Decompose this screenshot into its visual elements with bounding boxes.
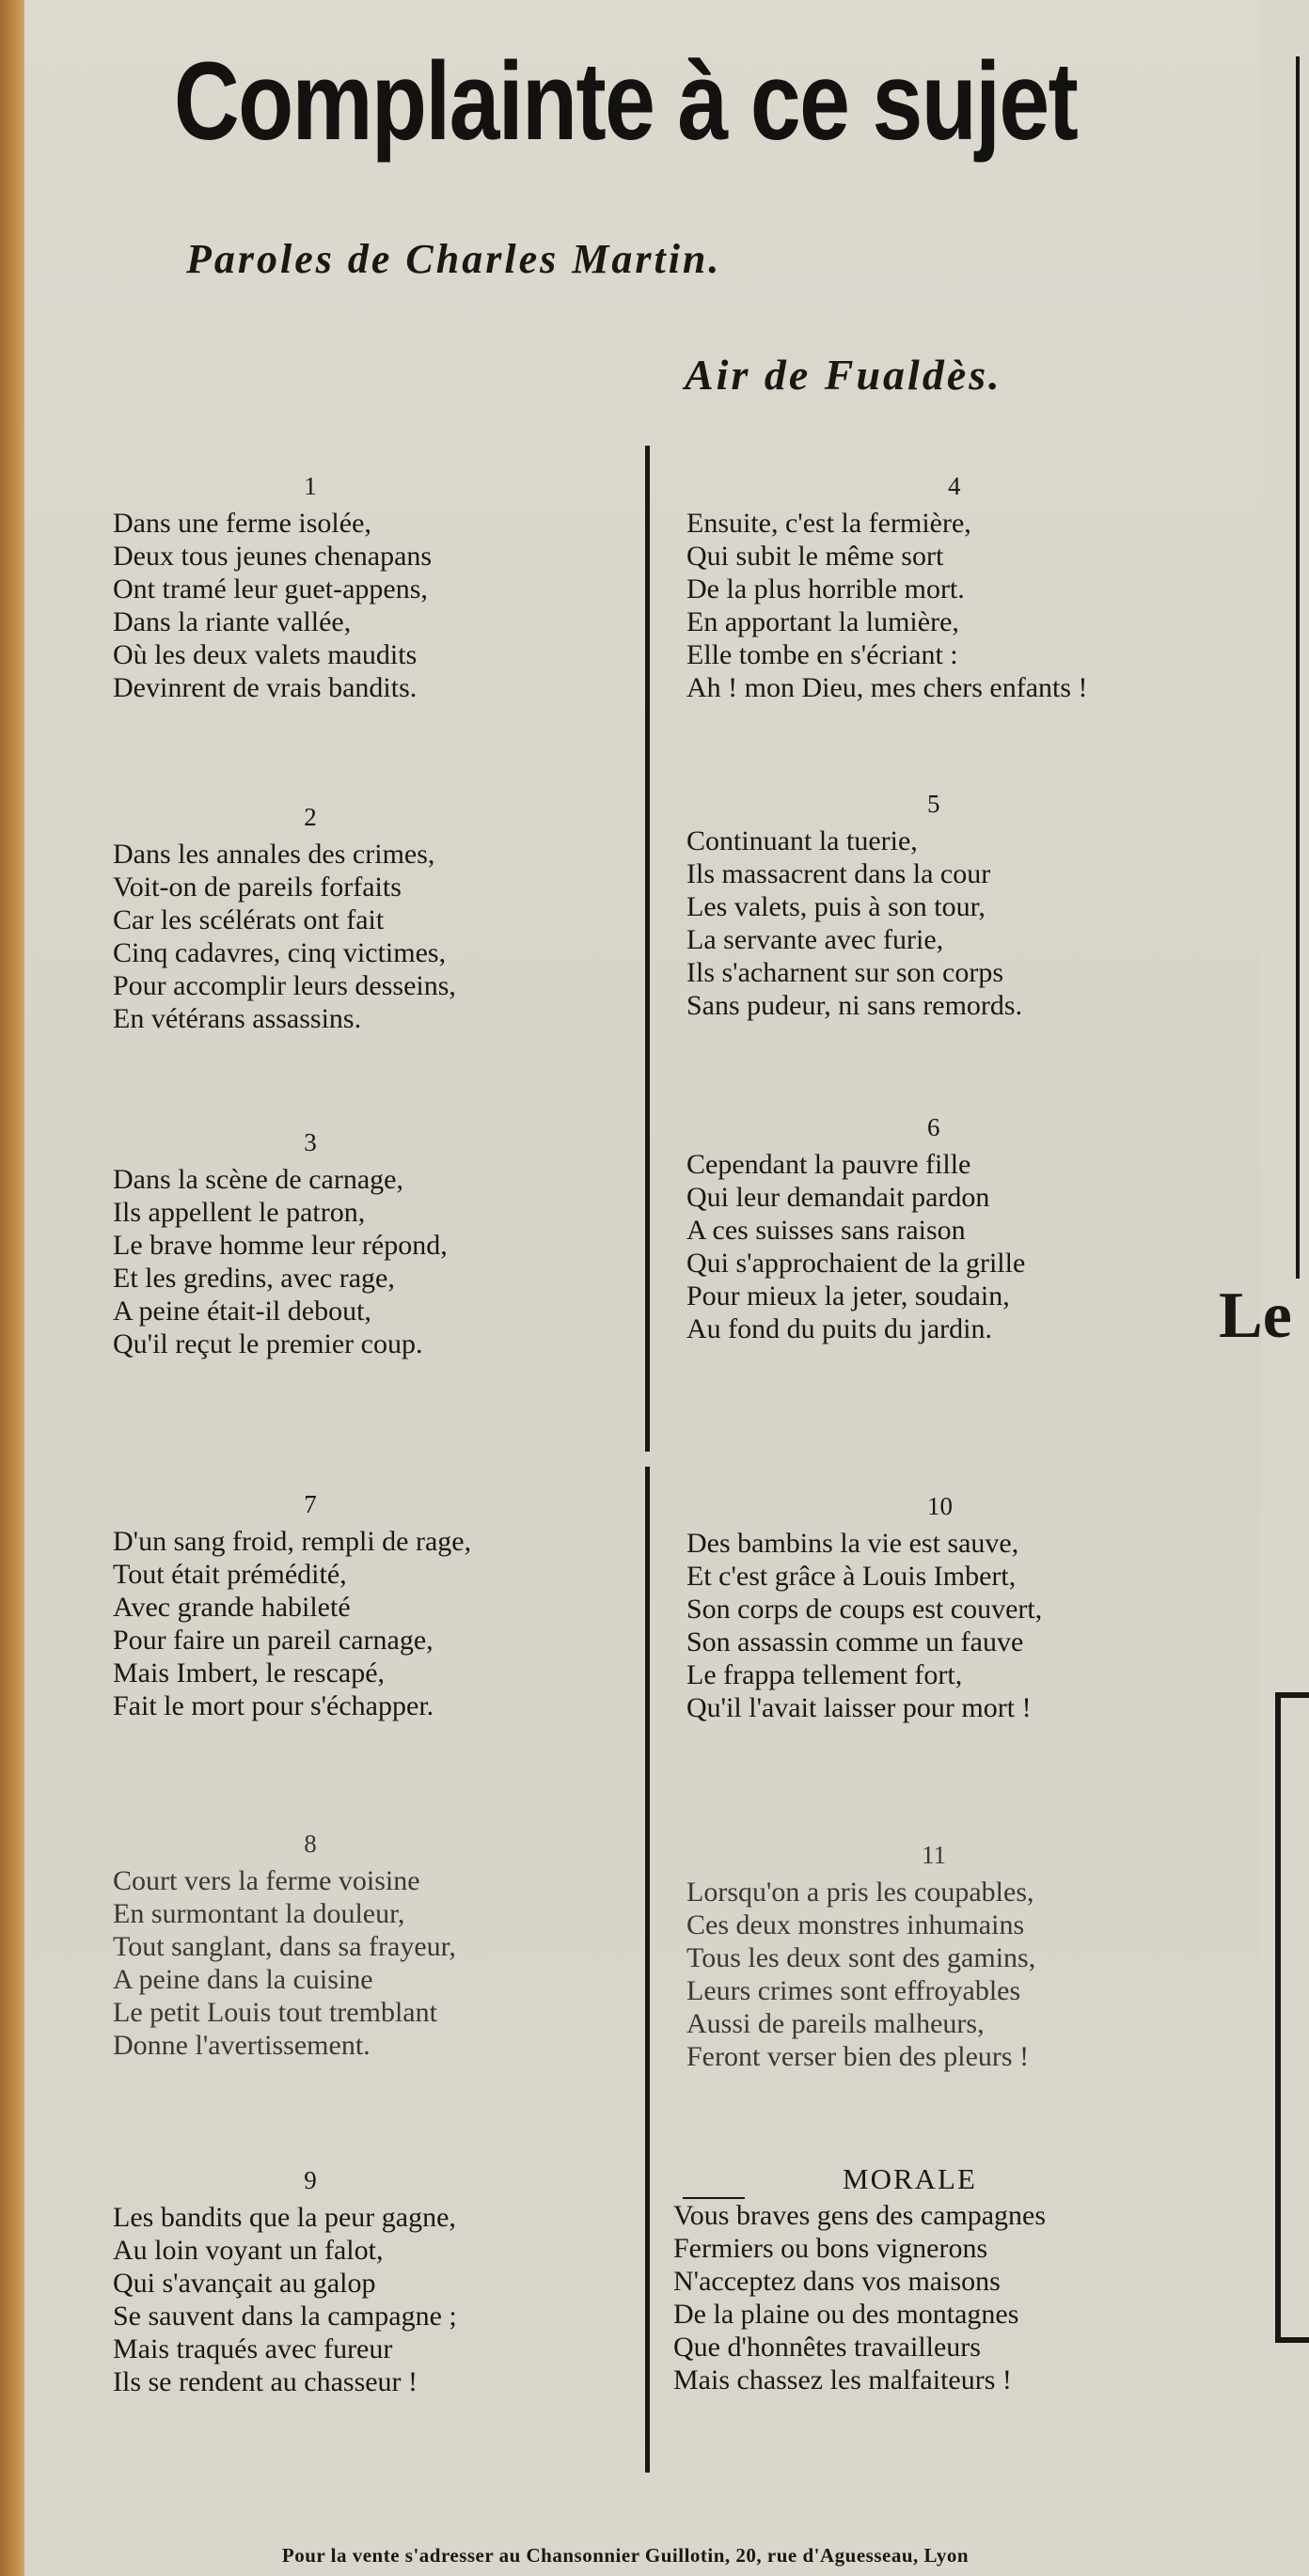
tune-name: Air de Fualdès. <box>685 351 1002 399</box>
stanza <box>686 1839 1213 2073</box>
stanza-number: 1 <box>304 472 317 500</box>
stanza <box>686 788 1213 1022</box>
verse-line: N'acceptez dans vos maisons <box>673 2266 1001 2297</box>
lyrics-credit: Paroles de Charles Martin. <box>186 236 722 282</box>
verse-line: Le brave homme leur répond, <box>113 1230 448 1261</box>
verse-line: Lorsqu'on a pris les coupables, <box>686 1877 1034 1908</box>
verse-line: De la plus horrible mort. <box>686 573 965 605</box>
verse-line: A peine dans la cuisine <box>113 1964 373 1995</box>
verse-line: Aussi de pareils malheurs, <box>686 2008 985 2039</box>
stanza <box>113 1828 508 2062</box>
stanza-number: 6 <box>927 1113 940 1141</box>
adjacent-page-text: Le <box>1219 1280 1292 1352</box>
verse-line: Leurs crimes sont effroyables <box>686 1975 1021 2006</box>
verse-line: A ces suisses sans raison <box>686 1215 966 1246</box>
verse-line: Cinq cadavres, cinq victimes, <box>113 937 447 968</box>
verse-line: Ils appellent le patron, <box>113 1197 366 1228</box>
verse-line: Dans la riante vallée, <box>113 606 352 637</box>
verse-line: D'un sang froid, rempli de rage, <box>113 1526 472 1557</box>
verse-line: Ont tramé leur guet-appens, <box>113 573 428 605</box>
verse-line: Mais traqués avec fureur <box>113 2333 393 2364</box>
stanza <box>113 801 508 1035</box>
verse-line: Dans la scène de carnage, <box>113 1164 403 1195</box>
verse-line: Où les deux valets maudits <box>113 639 418 670</box>
adjacent-page-rule <box>1296 56 1300 1279</box>
verse-line: Mais Imbert, le rescapé, <box>113 1657 386 1689</box>
stanza <box>113 2164 508 2398</box>
publisher-footer: Pour la vente s'adresser au Chansonnier Guillotin, 20, rue d'Aguesseau, Lyon <box>281 2544 970 2567</box>
verse-line: En vétérans assassins. <box>113 1003 362 1034</box>
verse-line: Sans pudeur, ni sans remords. <box>686 990 1023 1021</box>
verse-line: Que d'honnêtes travailleurs <box>673 2332 981 2363</box>
verse-line: Vous braves gens des campagnes <box>673 2200 1047 2231</box>
verse-line: Ces deux monstres inhumains <box>686 1909 1025 1940</box>
stanza <box>113 1488 508 1722</box>
verse-line: Car les scélérats ont fait <box>113 904 385 935</box>
stanza-number: 3 <box>304 1128 317 1156</box>
morale-heading: MORALE <box>843 2162 977 2195</box>
adjacent-page-frame <box>1275 1692 1309 2343</box>
verse-line: Des bambins la vie est sauve, <box>686 1528 1019 1559</box>
verse-line: Devinrent de vrais bandits. <box>113 672 418 703</box>
verse-line: Tous les deux sont des gamins, <box>686 1942 1036 1973</box>
verse-line: Deux tous jeunes chenapans <box>113 541 433 572</box>
morale-stanza <box>673 2162 1200 2396</box>
verse-line: La servante avec furie, <box>686 924 944 955</box>
stanza-number: 9 <box>304 2166 317 2194</box>
verse-line: Court vers la ferme voisine <box>113 1865 420 1896</box>
verse-line: Elle tombe en s'écriant : <box>686 639 958 670</box>
column-divider <box>645 1467 650 2473</box>
verse-line: Voit-on de pareils forfaits <box>113 872 402 903</box>
verse-line: Et les gredins, avec rage, <box>113 1263 395 1294</box>
verse-line: Ils se rendent au chasseur ! <box>113 2366 418 2397</box>
verse-line: Ensuite, c'est la fermière, <box>686 508 971 539</box>
verse-line: Feront verser bien des pleurs ! <box>686 2041 1030 2072</box>
verse-line: Qui s'approchaient de la grille <box>686 1248 1026 1279</box>
stanza-number: 11 <box>922 1841 946 1869</box>
verse-line: Les bandits que la peur gagne, <box>113 2202 456 2233</box>
verse-line: Dans les annales des crimes, <box>113 839 435 870</box>
verse-line: Pour faire un pareil carnage, <box>113 1625 434 1656</box>
verse-line: Son corps de coups est couvert, <box>686 1594 1043 1625</box>
stanza <box>686 1111 1213 1345</box>
stanza-number: 10 <box>927 1492 953 1520</box>
verse-line: Pour accomplir leurs desseins, <box>113 970 456 1001</box>
verse-line: Au loin voyant un falot, <box>113 2235 384 2266</box>
verse-line: Mais chassez les malfaiteurs ! <box>673 2364 1012 2395</box>
verse-line: Le petit Louis tout tremblant <box>113 1997 437 2028</box>
verse-line: De la plaine ou des montagnes <box>673 2299 1019 2330</box>
verse-line: Tout sanglant, dans sa frayeur, <box>113 1931 456 1962</box>
verse-line: Ils massacrent dans la cour <box>686 858 991 889</box>
verse-line: Dans une ferme isolée, <box>113 508 371 539</box>
verse-line: Fait le mort pour s'échapper. <box>113 1690 434 1721</box>
verse-line: Ils s'acharnent sur son corps <box>686 957 1003 988</box>
stanza-number: 4 <box>948 472 961 500</box>
verse-line: Avec grande habileté <box>113 1592 351 1623</box>
stanza <box>113 470 508 704</box>
stanza-number: 7 <box>304 1490 317 1518</box>
stanza <box>686 1490 1213 1724</box>
verse-line: Qu'il reçut le premier coup. <box>113 1328 423 1359</box>
stanza-number: 8 <box>304 1830 317 1858</box>
verse-line: Qui leur demandait pardon <box>686 1182 990 1213</box>
morale-rule <box>683 2197 745 2199</box>
verse-line: En apportant la lumière, <box>686 606 959 637</box>
verse-line: Ah ! mon Dieu, mes chers enfants ! <box>686 672 1088 703</box>
stanza-number: 2 <box>304 803 317 831</box>
verse-line: Cependant la pauvre fille <box>686 1149 971 1180</box>
page-title: Complainte à ce sujet <box>173 39 1078 164</box>
verse-line: Qui subit le même sort <box>686 541 944 572</box>
verse-line: Se sauvent dans la campagne ; <box>113 2301 457 2332</box>
verse-line: Pour mieux la jeter, soudain, <box>686 1280 1010 1312</box>
stanza-number: 5 <box>927 790 940 818</box>
page-edge <box>0 0 24 2576</box>
verse-line: En surmontant la douleur, <box>113 1898 405 1929</box>
verse-line: Et c'est grâce à Louis Imbert, <box>686 1561 1017 1592</box>
verse-line: Continuant la tuerie, <box>686 825 918 856</box>
verse-line: Qu'il l'avait laisser pour mort ! <box>686 1692 1032 1723</box>
column-divider <box>645 446 650 1452</box>
verse-line: Tout était prémédité, <box>113 1559 347 1590</box>
verse-line: Qui s'avançait au galop <box>113 2268 376 2299</box>
verse-line: Au fond du puits du jardin. <box>686 1313 992 1344</box>
verse-line: Le frappa tellement fort, <box>686 1659 963 1690</box>
verse-line: Fermiers ou bons vignerons <box>673 2233 988 2264</box>
verse-line: Les valets, puis à son tour, <box>686 891 986 922</box>
stanza <box>113 1126 508 1360</box>
verse-line: Donne l'avertissement. <box>113 2030 371 2061</box>
verse-line: Son assassin comme un fauve <box>686 1626 1024 1657</box>
verse-line: A peine était-il debout, <box>113 1296 371 1327</box>
stanza <box>686 470 1213 704</box>
